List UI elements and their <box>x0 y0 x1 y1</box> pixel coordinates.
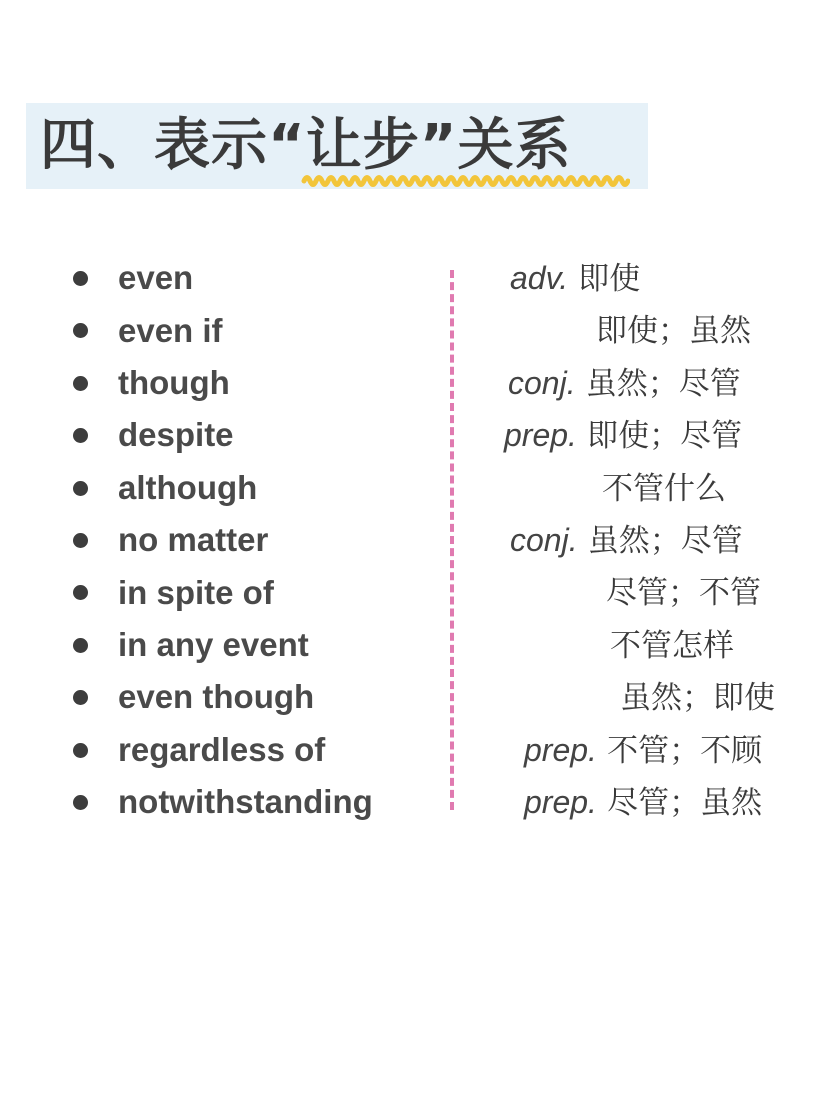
part-of-speech: conj. <box>508 364 576 401</box>
meaning-item <box>460 671 828 723</box>
meaning-item <box>460 252 828 304</box>
list-item <box>0 409 440 461</box>
meaning-item <box>460 514 828 566</box>
chinese-gloss: 不管怎样 <box>610 627 734 664</box>
page-title: 四、表示“让步”关系 <box>40 113 572 178</box>
term-text: in spite of <box>118 573 274 611</box>
bullet-icon <box>73 428 88 443</box>
bullet-icon <box>73 690 88 705</box>
chinese-gloss: 即使；虽然 <box>596 313 751 350</box>
list-item <box>0 619 440 671</box>
term-text: though <box>118 363 230 401</box>
list-item <box>0 514 440 566</box>
term-text: despite <box>118 416 234 454</box>
list-item <box>0 671 440 723</box>
term-text: even if <box>118 311 223 349</box>
term-text: in any event <box>118 625 309 663</box>
meaning-item <box>460 462 828 514</box>
term-list <box>0 252 440 828</box>
bullet-icon <box>73 743 88 758</box>
list-item <box>0 357 440 409</box>
meaning-list <box>460 252 828 828</box>
term-text: no matter <box>118 521 269 559</box>
term-text: even <box>118 259 194 297</box>
meaning-item <box>460 619 828 671</box>
part-of-speech: prep. <box>524 783 597 820</box>
chinese-gloss: 不管；不顾 <box>607 732 763 769</box>
bullet-icon <box>73 585 88 600</box>
chinese-gloss: 尽管；不管 <box>606 575 761 612</box>
list-item <box>0 776 440 828</box>
meaning-item <box>460 304 828 356</box>
bullet-icon <box>73 481 88 496</box>
list-item <box>0 462 440 514</box>
bullet-icon <box>73 533 88 548</box>
wavy-underline <box>300 171 630 191</box>
bullet-icon <box>73 638 88 653</box>
chinese-gloss: 尽管；虽然 <box>607 784 763 821</box>
bullet-icon <box>73 376 88 391</box>
list-item <box>0 304 440 356</box>
list-item <box>0 252 440 304</box>
part-of-speech: prep. <box>524 731 597 768</box>
bullet-icon <box>73 271 88 286</box>
term-text: although <box>118 468 258 506</box>
list-item <box>0 724 440 776</box>
meaning-item <box>460 409 828 461</box>
chinese-gloss: 虽然；即使 <box>620 680 775 717</box>
part-of-speech: conj. <box>510 521 578 558</box>
meaning-item <box>460 566 828 618</box>
list-item <box>0 566 440 618</box>
meaning-item <box>460 776 828 828</box>
chinese-gloss: 不管什么 <box>602 470 726 507</box>
dashed-divider <box>450 270 454 810</box>
term-text: even though <box>118 678 315 716</box>
part-of-speech: adv. <box>510 260 569 296</box>
chinese-gloss: 虽然；尽管 <box>587 522 743 559</box>
bullet-icon <box>73 795 88 810</box>
part-of-speech: prep. <box>504 417 577 454</box>
meaning-item <box>460 357 828 409</box>
term-text: notwithstanding <box>118 783 373 821</box>
chinese-gloss: 即使 <box>578 261 641 297</box>
meaning-item <box>460 724 828 776</box>
bullet-icon <box>73 323 88 338</box>
chinese-gloss: 即使；尽管 <box>587 418 743 455</box>
term-text: regardless of <box>118 730 326 768</box>
chinese-gloss: 虽然；尽管 <box>585 365 741 402</box>
